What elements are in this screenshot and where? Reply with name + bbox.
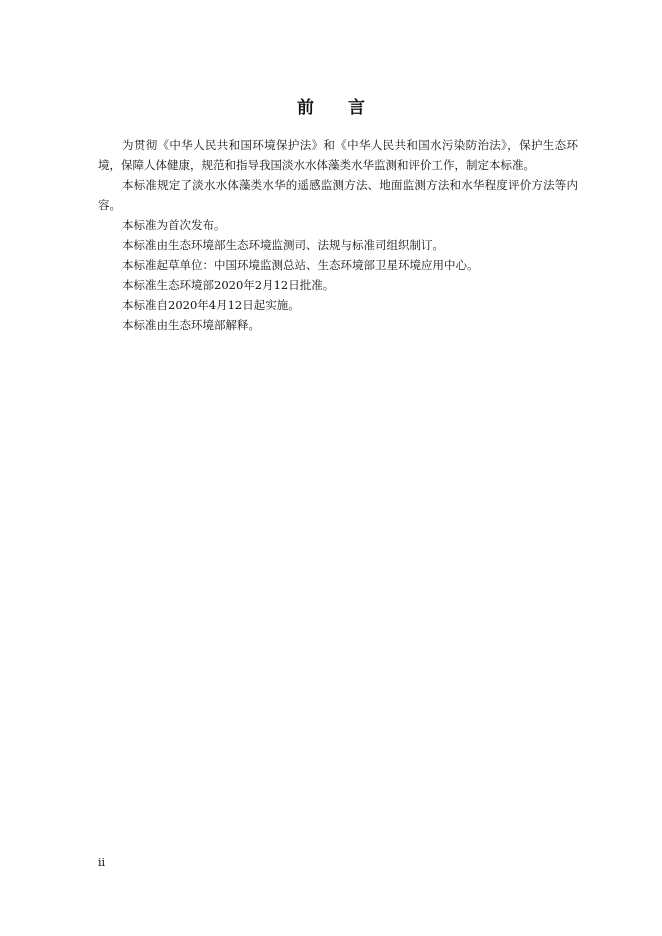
paragraph-drafting-units: 本标准起草单位：中国环境监测总站、生态环境部卫星环境应用中心。 [122,258,479,272]
document-body [98,135,578,335]
paragraph-interpretation: 本标准由生态环境部解释。 [122,318,260,332]
paragraph-organizer: 本标准由生态环境部生态环境监测司、法规与标准司组织制订。 [122,238,444,252]
paragraph-purpose: 为贯彻《中华人民共和国环境保护法》和《中华人民共和国水污染防治法》，保护生态环境，保障人体健康，规范和指导我国淡水水体藻类水华监测和评价工作，制定本标准。 [98,138,578,172]
page-title: 前 言 [297,98,379,118]
paragraph-first-release: 本标准为首次发布。 [122,218,226,232]
paragraph-effective-date: 本标准自2020年4月12日起实施。 [122,298,300,312]
page-number: ii [98,856,106,869]
paragraph-approval-date: 本标准生态环境部2020年2月12日批准。 [122,278,335,292]
paragraph-scope: 本标准规定了淡水水体藻类水华的遥感监测方法、地面监测方法和水华程度评价方法等内容。 [98,178,578,212]
